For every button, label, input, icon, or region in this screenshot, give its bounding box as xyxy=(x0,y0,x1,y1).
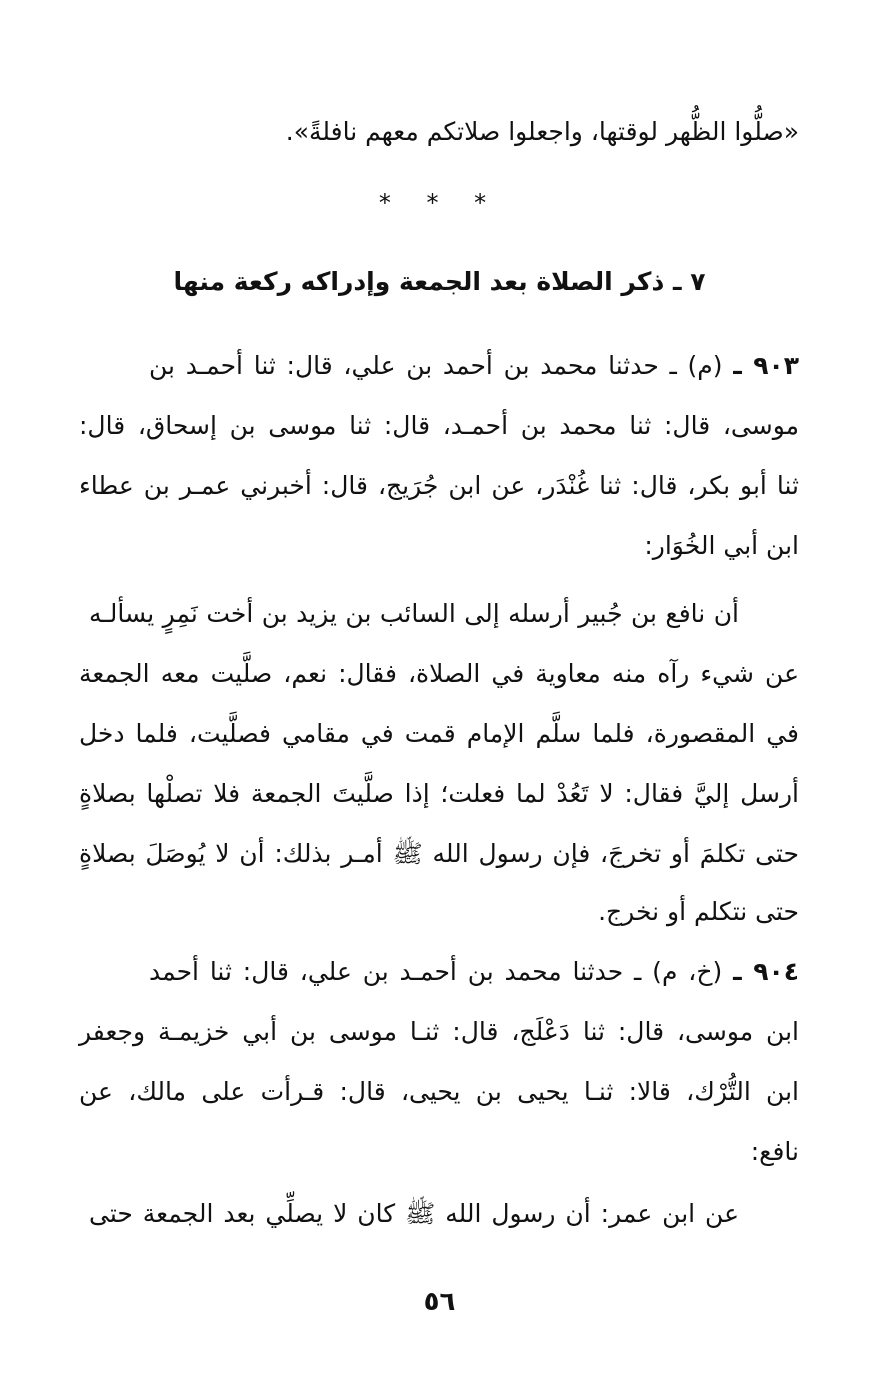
hadith-904-isnad-1: (خ، م) ـ حدثنا محمد بن أحمـد بن علي، قال: ثنا أحمد xyxy=(149,957,723,986)
hadith-903-line-1 xyxy=(149,346,799,386)
hadith-903-line-4: ابن أبي الخُوَار: xyxy=(644,531,799,560)
section-heading: ٧ ـ ذكر الصلاة بعد الجمعة وإدراكه ركعة منها xyxy=(173,267,706,296)
hadith-903-isnad-1: (م) ـ حدثنا محمد بن أحمد بن علي، قال: ثنا أحمـد بن xyxy=(149,351,723,380)
hadith-904-line-1 xyxy=(149,952,799,992)
hadith-903-matn-4: أرسل إليَّ فقال: لا تَعُدْ لما فعلت؛ إذا صلَّيتَ الجمعة فلا تصلْها بصلاةٍ xyxy=(79,779,799,808)
page-number: ٥٦ xyxy=(423,1287,456,1317)
hadith-904-number: ٩٠٤ ـ xyxy=(733,957,800,986)
hadith-904-line-2: ابن موسى، قال: ثنا دَعْلَج، قال: ثنـا موسى بن أبي خزيمـة وجعفر xyxy=(79,1017,799,1046)
hadith-903-matn-2: عن شيء رآه منه معاوية في الصلاة، فقال: نعم، صلَّيت معه الجمعة xyxy=(79,659,799,688)
hadith-903-matn-5: حتى تكلمَ أو تخرجَ، فإن رسول الله ﷺ أمـر بذلك: أن لا يُوصَلَ بصلاةٍ xyxy=(79,839,799,868)
hadith-904-line-3: ابن التُّرْك، قالا: ثنـا يحيى بن يحيى، قال: قـرأت على مالك، عن xyxy=(79,1077,799,1106)
hadith-903-matn-6: حتى نتكلم أو نخرج. xyxy=(598,897,799,926)
hadith-904-line-4: نافع: xyxy=(750,1137,799,1166)
hadith-903-line-3: ثنا أبو بكر، قال: ثنا غُنْدَر، عن ابن جُرَيج، قال: أخبرني عمـر بن عطاء xyxy=(79,471,799,500)
hadith-903-line-2: موسى، قال: ثنا محمد بن أحمـد، قال: ثنا موسى بن إسحاق، قال: xyxy=(79,411,799,440)
hadith-903-number: ٩٠٣ ـ xyxy=(733,351,800,380)
opening-quote: «صلُّوا الظُّهر لوقتها، واجعلوا صلاتكم معهم نافلةً». xyxy=(285,117,799,146)
hadith-903-matn-1: أن نافع بن جُبير أرسله إلى السائب بن يزيد بن أخت نَمِرٍ يسألـه xyxy=(89,599,739,628)
hadith-904-matn-1: عن ابن عمر: أن رسول الله ﷺ كان لا يصلِّي بعد الجمعة حتى xyxy=(89,1199,739,1228)
section-separator: * * * xyxy=(378,189,501,217)
hadith-903-matn-3: في المقصورة، فلما سلَّم الإمام قمت في مقامي فصلَّيت، فلما دخل xyxy=(79,719,799,748)
